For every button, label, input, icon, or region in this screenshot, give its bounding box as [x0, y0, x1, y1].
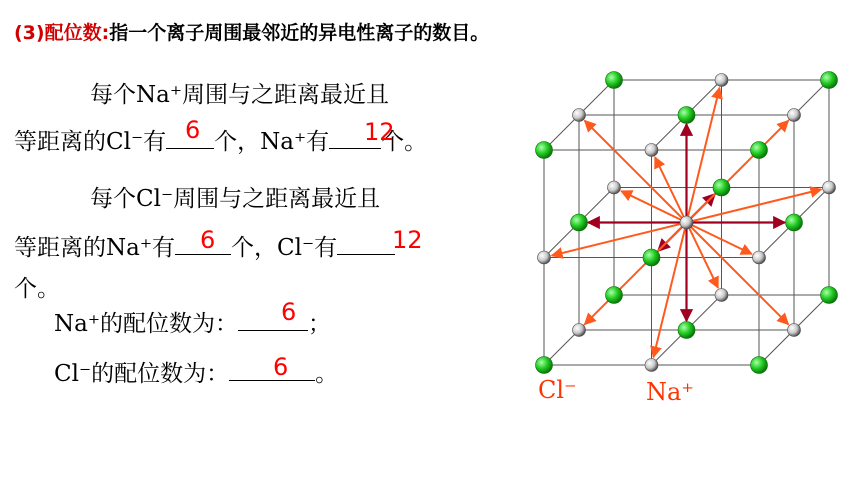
na-ion [573, 109, 586, 122]
cl-ion [821, 72, 838, 89]
para1-text-c: 个。 [381, 129, 428, 155]
na-ion [715, 74, 728, 87]
para2-text-a: 等距离的Na⁺有 [14, 235, 175, 261]
na-ion-label: Na⁺ [646, 378, 694, 406]
heading [14, 18, 489, 45]
na-ion [680, 216, 693, 229]
cl-coordination-label: Cl⁻的配位数为： [54, 361, 230, 387]
cl-ion [713, 179, 730, 196]
na-ion [573, 324, 586, 337]
para1-answer-na: 12 [364, 118, 395, 146]
second-neighbor-arrow [687, 223, 752, 255]
na-coordination-label: Na⁺的配位数为： [54, 311, 238, 337]
cl-coordination-value: 6 [273, 353, 289, 381]
na-ion [788, 109, 801, 122]
heading-term: 配位数: [44, 22, 110, 44]
cl-ion [786, 214, 803, 231]
para1-line1: 每个Na⁺周围与之距离最近且 [90, 82, 389, 108]
na-ion [823, 181, 836, 194]
cl-ion-label: Cl⁻ [538, 376, 577, 404]
second-neighbor-arrow [687, 223, 789, 325]
na-ion [753, 251, 766, 264]
heading-definition: 指一个离子周围最邻近的异电性离子的数目。 [109, 22, 490, 44]
na-ion [788, 324, 801, 337]
cl-ion [821, 287, 838, 304]
cl-ion [678, 107, 695, 124]
para2-line3: 个。 [14, 276, 60, 302]
cl-ion [536, 142, 553, 159]
second-neighbor-arrow [585, 223, 687, 325]
second-neighbor-arrow [655, 157, 687, 222]
second-neighbor-arrow [585, 121, 687, 223]
lattice-ions [536, 72, 838, 374]
cl-ion [606, 287, 623, 304]
para2-text-b: 个，Cl⁻有 [230, 235, 338, 261]
na-coordination-value: 6 [281, 298, 297, 326]
na-coordination-end: ； [307, 311, 331, 337]
na-ion [538, 251, 551, 264]
cl-ion [606, 72, 623, 89]
para2-blank-cl [337, 230, 395, 255]
second-neighbor-arrow [687, 223, 719, 288]
para2-answer-na: 6 [200, 226, 216, 254]
cl-coordination-line [54, 353, 339, 389]
para1-text-a: 等距离的Cl⁻有 [14, 129, 167, 155]
na-ion [645, 359, 658, 372]
na-ion [715, 289, 728, 302]
cl-ion [678, 322, 695, 339]
para2-answer-cl: 12 [392, 226, 423, 254]
na-ion [645, 144, 658, 157]
second-neighbor-arrow [687, 121, 789, 223]
na-ion [608, 181, 621, 194]
second-neighbor-arrow [621, 191, 686, 223]
cl-ion [571, 214, 588, 231]
cl-ion [751, 357, 768, 374]
cl-ion [536, 357, 553, 374]
cl-ion [643, 249, 660, 266]
cl-ion [751, 142, 768, 159]
nacl-crystal-diagram [520, 70, 850, 410]
para2-line1: 每个Cl⁻周围与之距离最近且 [90, 186, 381, 212]
para1-answer-cl: 6 [185, 116, 201, 144]
heading-prefix: (3) [14, 22, 45, 44]
cl-coordination-end: 。 [315, 361, 339, 387]
para1-text-b: 个，Na⁺有 [214, 129, 330, 155]
na-coordination-blank [238, 306, 308, 331]
